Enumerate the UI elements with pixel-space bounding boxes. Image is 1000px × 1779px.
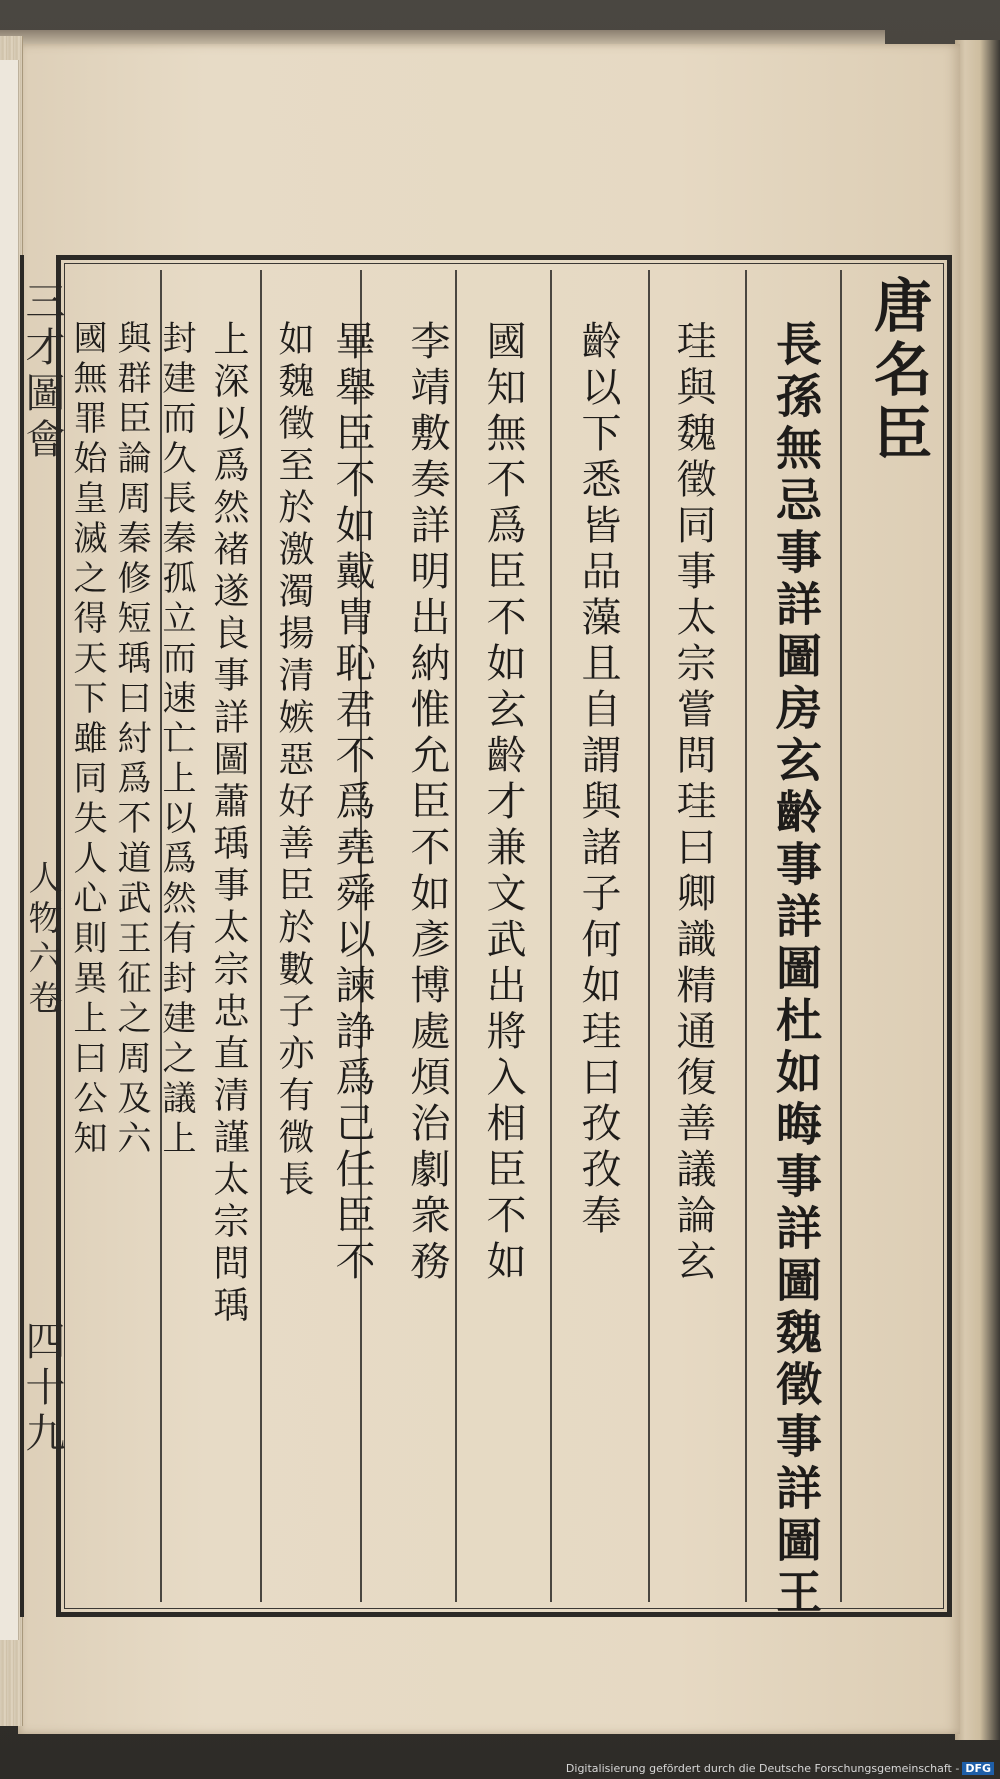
margin-book-title: 三才圖會 bbox=[19, 280, 65, 464]
book-spine-white-leaf bbox=[0, 60, 19, 1640]
digitization-footer bbox=[566, 1762, 994, 1775]
text-column-5: 李靖敷奏詳明出納惟允臣不如彥博處煩治劇衆務 bbox=[404, 320, 450, 1286]
margin-folio: 四十九 bbox=[19, 1320, 65, 1458]
margin-volume: 人物六卷 bbox=[22, 860, 62, 1020]
column-rule bbox=[745, 270, 747, 1602]
column-rule bbox=[648, 270, 650, 1602]
text-column-7: 如魏徵至於激濁揚清嫉惡好善臣於數子亦有微長 bbox=[273, 320, 314, 1202]
text-column-6: 畢舉臣不如戴胄恥君不爲堯舜以諫諍爲己任臣不 bbox=[329, 320, 375, 1286]
column-rule bbox=[840, 270, 842, 1602]
text-column-11: 國無罪始皇滅之得天下雖同失人心則異上曰公知 bbox=[67, 320, 107, 1160]
text-column-9: 封建而久長秦孤立而速亡上以爲然有封建之議上 bbox=[156, 320, 196, 1160]
column-rule bbox=[550, 270, 552, 1602]
text-column-10: 與群臣論周秦修短瑀曰紂爲不道武王征之周及六 bbox=[111, 320, 151, 1160]
text-column-4: 國知無不爲臣不如玄齡才兼文武出將入相臣不如 bbox=[480, 320, 526, 1286]
dfg-logo: DFG bbox=[962, 1762, 994, 1775]
text-column-3: 齡以下悉皆品藻且自謂與諸子何如珪曰孜孜奉 bbox=[575, 320, 621, 1240]
section-title: 唐名臣 bbox=[864, 275, 932, 467]
footer-text: Digitalisierung gefördert durch die Deutsche Forschungsgemeinschaft - bbox=[565, 1762, 960, 1775]
text-column-8: 上深以爲然褚遂良事詳圖蕭瑀事太宗忠直清謹太宗問瑀 bbox=[208, 320, 249, 1328]
text-column-1: 長孫無忌事詳圖房玄齡事詳圖杜如晦事詳圖魏徵事詳圖王 bbox=[769, 320, 823, 1620]
text-column-2: 珪與魏徵同事太宗嘗問珪曰卿識精通復善議論玄 bbox=[670, 320, 716, 1286]
right-page-stack bbox=[955, 40, 1000, 1740]
